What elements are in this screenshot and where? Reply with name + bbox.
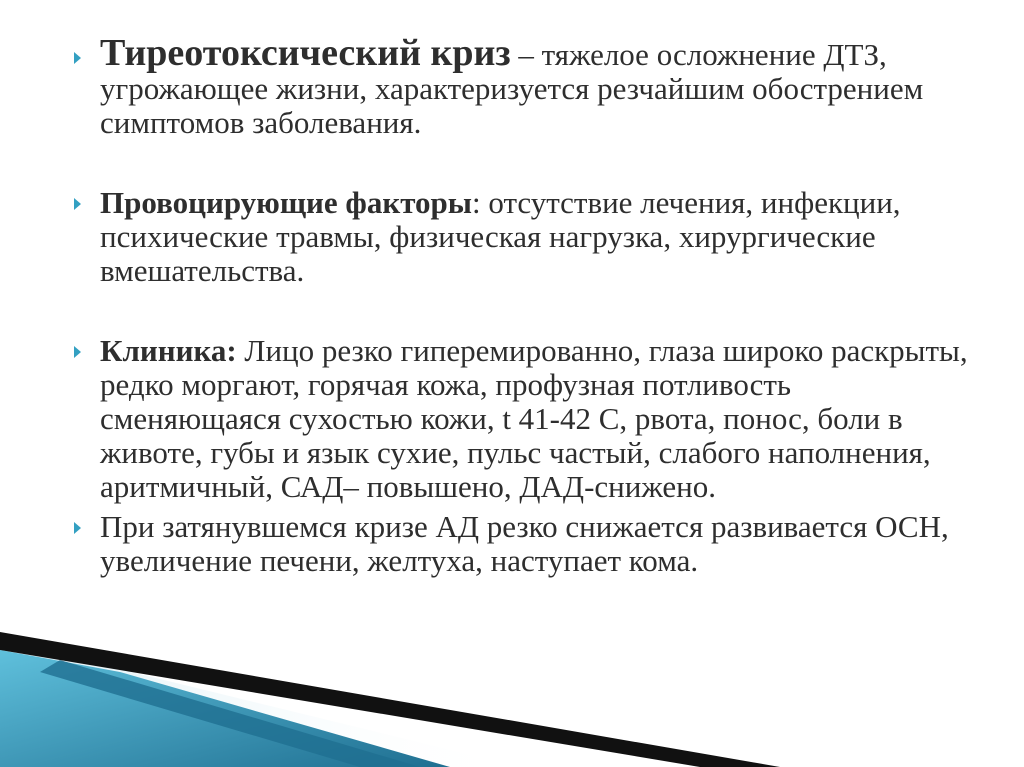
bullet-lead-term: Тиреотоксический криз	[100, 32, 511, 74]
bullet-arrow-icon	[74, 52, 81, 64]
bullet-arrow-icon	[74, 522, 81, 534]
bullet-arrow-icon	[74, 198, 81, 210]
bullet-lead-term: Клиника:	[100, 333, 237, 368]
bullet-thyrotoxic-crisis	[70, 32, 970, 140]
bullet-text: При затянувшемся кризе АД резко снижается развивается ОСН, увеличение печени, желтуха, наступает кома.	[100, 509, 949, 578]
decor-dark-blue-stripe	[40, 660, 420, 767]
bullet-clinical-picture	[70, 334, 970, 504]
bullet-provoking-factors	[70, 186, 970, 288]
bullet-text: Лицо резко гиперемированно, глаза широко раскрыты, редко моргают, горячая кожа, профузная потливость сменяющаяся сухостью кожи, t 41-42 С, рвота, понос, боли в животе, губы и язык сухие, пульс частый, слабого наполнения, аритмичный, САД– повышено, ДАД-снижено.	[100, 333, 968, 504]
decor-blue-wedge	[0, 650, 450, 767]
bullet-text: – тяжелое осложнение ДТЗ, угрожающее жизни, характеризуется резчайшим обострением симптомов заболевания.	[100, 37, 924, 140]
bullet-arrow-icon	[74, 346, 81, 358]
slide-text-area	[70, 32, 970, 578]
decor-black-stripe	[0, 632, 780, 767]
bullet-prolonged-crisis	[70, 510, 970, 578]
bullet-lead-term: Провоцирующие факторы	[100, 185, 472, 220]
decor-light-band	[0, 640, 520, 767]
bullet-text: : отсутствие лечения, инфекции, психические травмы, физическая нагрузка, хирургические вмешательства.	[100, 185, 901, 288]
